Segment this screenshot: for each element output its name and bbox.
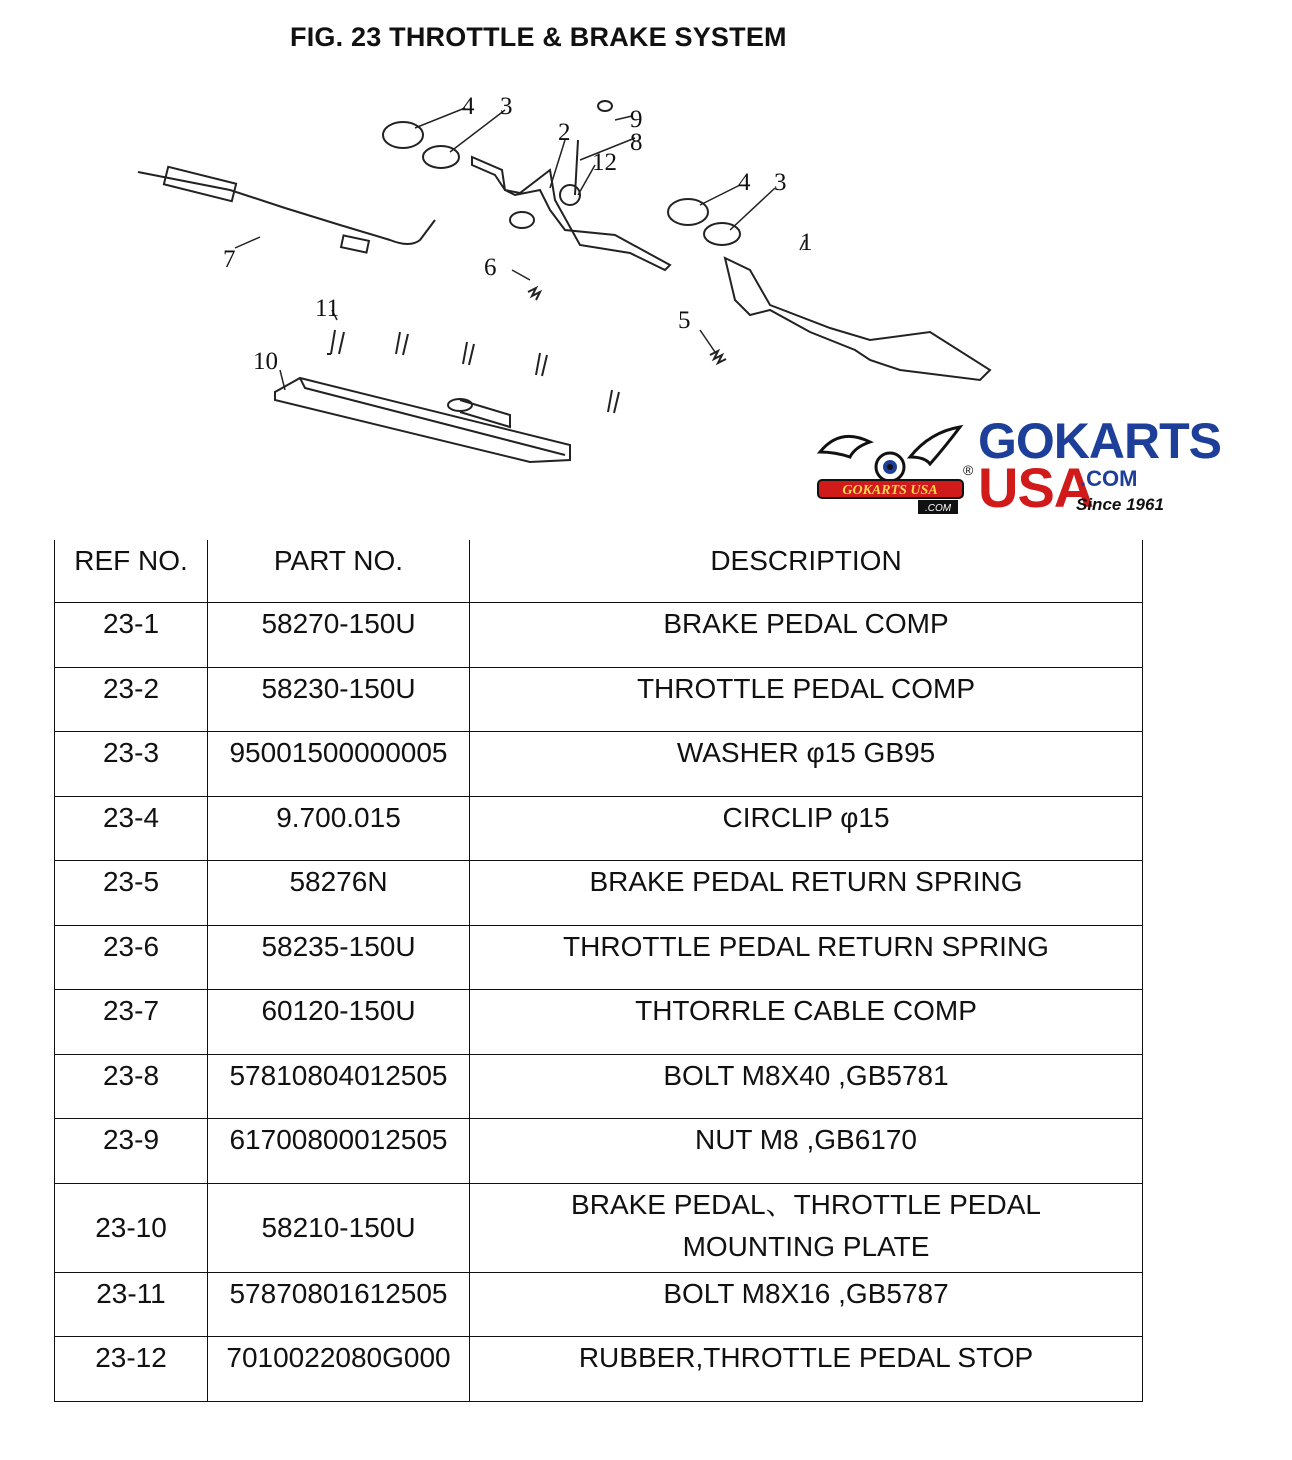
mounting-plate bbox=[275, 378, 570, 462]
desc-cell: BOLT M8X16 ,GB5787 bbox=[470, 1272, 1143, 1337]
pedal-pivot bbox=[510, 212, 534, 228]
rubber-stop-12 bbox=[560, 185, 580, 205]
page-title: FIG. 23 THROTTLE & BRAKE SYSTEM bbox=[290, 22, 787, 52]
throttle-cable bbox=[138, 172, 435, 244]
spring-5 bbox=[710, 351, 726, 363]
table-row bbox=[55, 1054, 1143, 1119]
callout-6: 6 bbox=[484, 254, 497, 281]
callout-11: 11 bbox=[315, 295, 340, 322]
wing-right-icon bbox=[910, 427, 960, 464]
callout-4a: 4 bbox=[462, 93, 475, 120]
table-row bbox=[55, 1337, 1143, 1402]
emblem-domain: .COM bbox=[924, 503, 952, 514]
part-cell: 58210-150U bbox=[208, 1183, 470, 1272]
wing-left-icon bbox=[820, 436, 870, 457]
table-row bbox=[55, 796, 1143, 861]
part-cell: 7010022080G000 bbox=[208, 1337, 470, 1402]
desc-cell: THROTTLE PEDAL RETURN SPRING bbox=[470, 925, 1143, 990]
ref-cell: 23-9 bbox=[55, 1119, 208, 1184]
desc-cell: WASHER φ15 GB95 bbox=[470, 732, 1143, 797]
desc-cell: CIRCLIP φ15 bbox=[470, 796, 1143, 861]
spring-6 bbox=[528, 288, 540, 300]
callout-3a: 3 bbox=[500, 93, 513, 120]
ref-cell: 23-4 bbox=[55, 796, 208, 861]
part-cell: 60120-150U bbox=[208, 990, 470, 1055]
table-header-row bbox=[55, 540, 1143, 603]
ref-cell: 23-11 bbox=[55, 1272, 208, 1337]
ref-cell: 23-2 bbox=[55, 667, 208, 732]
part-cell: 58235-150U bbox=[208, 925, 470, 990]
callout-2: 2 bbox=[558, 119, 571, 146]
logo-registered-mark: ® bbox=[963, 462, 974, 478]
ref-cell: 23-7 bbox=[55, 990, 208, 1055]
desc-line-1: BRAKE PEDAL、THROTTLE PEDAL bbox=[571, 1188, 1041, 1220]
table-row bbox=[55, 925, 1143, 990]
callout-5: 5 bbox=[678, 307, 691, 334]
bolts-11 bbox=[327, 330, 619, 413]
callout-8: 8 bbox=[630, 129, 643, 156]
desc-line-2: MOUNTING PLATE bbox=[682, 1230, 930, 1262]
emblem-text: GOKARTS USA bbox=[842, 483, 938, 498]
part-cell: 58270-150U bbox=[208, 603, 470, 668]
desc-cell: THROTTLE PEDAL COMP bbox=[470, 667, 1143, 732]
ref-cell: 23-10 bbox=[55, 1183, 208, 1272]
desc-cell: BRAKE PEDAL RETURN SPRING bbox=[470, 861, 1143, 926]
desc-cell: RUBBER,THROTTLE PEDAL STOP bbox=[470, 1337, 1143, 1402]
part-cell: 58276N bbox=[208, 861, 470, 926]
part-cell: 9.700.015 bbox=[208, 796, 470, 861]
ref-cell: 23-6 bbox=[55, 925, 208, 990]
callout-7: 7 bbox=[223, 246, 236, 273]
header-part-no: PART NO. bbox=[208, 540, 470, 603]
desc-cell: BOLT M8X40 ,GB5781 bbox=[470, 1054, 1143, 1119]
nut-9 bbox=[598, 101, 612, 111]
callout-10: 10 bbox=[253, 348, 278, 375]
part-cell: 58230-150U bbox=[208, 667, 470, 732]
desc-cell: NUT M8 ,GB6170 bbox=[470, 1119, 1143, 1184]
logo-domain: .COM bbox=[1080, 466, 1138, 491]
cable-sleeve bbox=[341, 235, 369, 252]
circlip-left bbox=[383, 122, 423, 148]
part-cell: 61700800012505 bbox=[208, 1119, 470, 1184]
table-row bbox=[55, 1183, 1143, 1272]
logo-brand-top: GOKARTS bbox=[978, 413, 1221, 469]
parts-table bbox=[54, 540, 1143, 1402]
ref-cell: 23-8 bbox=[55, 1054, 208, 1119]
callout-1: 1 bbox=[800, 229, 813, 256]
logo-brand-bottom: USA bbox=[978, 456, 1094, 519]
part-cell: 57810804012505 bbox=[208, 1054, 470, 1119]
table-row bbox=[55, 861, 1143, 926]
desc-cell: BRAKE PEDAL COMP bbox=[470, 603, 1143, 668]
throttle-pedal bbox=[472, 157, 670, 270]
table-row bbox=[55, 1119, 1143, 1184]
logo-since: Since 1961 bbox=[1076, 495, 1164, 514]
table-row bbox=[55, 603, 1143, 668]
gokarts-emblem-logo bbox=[810, 412, 970, 522]
desc-cell bbox=[470, 1183, 1143, 1272]
leader-lines bbox=[235, 108, 805, 390]
table-row bbox=[55, 1272, 1143, 1337]
callout-12: 12 bbox=[592, 149, 617, 176]
callout-3b: 3 bbox=[774, 169, 787, 196]
ref-cell: 23-12 bbox=[55, 1337, 208, 1402]
ref-cell: 23-5 bbox=[55, 861, 208, 926]
ref-cell: 23-1 bbox=[55, 603, 208, 668]
desc-cell: THTORRLE CABLE COMP bbox=[470, 990, 1143, 1055]
circlip-right bbox=[668, 199, 708, 225]
part-cell: 95001500000005 bbox=[208, 732, 470, 797]
callout-4b: 4 bbox=[738, 169, 751, 196]
part-cell: 57870801612505 bbox=[208, 1272, 470, 1337]
header-ref-no: REF NO. bbox=[55, 540, 208, 603]
brake-pedal bbox=[725, 258, 990, 380]
table-row bbox=[55, 667, 1143, 732]
callout-9: 9 bbox=[630, 106, 643, 133]
table-row bbox=[55, 990, 1143, 1055]
header-description: DESCRIPTION bbox=[470, 540, 1143, 603]
ref-cell: 23-3 bbox=[55, 732, 208, 797]
table-row bbox=[55, 732, 1143, 797]
